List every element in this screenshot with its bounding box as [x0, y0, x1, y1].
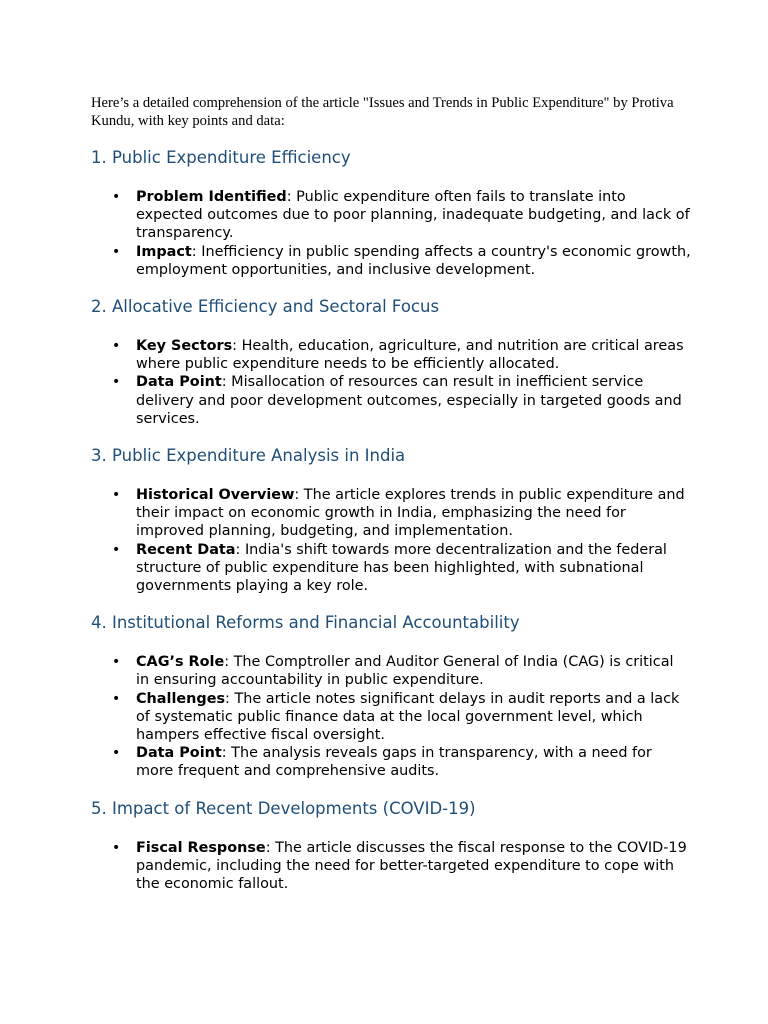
bullet-text: : The article notes significant delays in audit reports and a lack of systematic public finance data at the local government level, which hampers effective fiscal oversight.	[136, 690, 680, 744]
bullet-item	[112, 373, 691, 428]
bullet-item	[112, 839, 691, 894]
bullet-text: : India's shift towards more decentralization and the federal structure of public expenditure has been highlighted, with subnational governments playing a key role.	[136, 541, 667, 595]
bullet-icon: •	[112, 654, 121, 671]
bullet-term: Impact	[136, 243, 192, 260]
bullet-icon: •	[112, 839, 121, 856]
section-heading: 5. Impact of Recent Developments (COVID-19)	[91, 798, 476, 818]
section-heading: 4. Institutional Reforms and Financial Accountability	[91, 613, 520, 633]
bullet-icon: •	[112, 541, 121, 558]
bullet-list	[91, 486, 691, 595]
bullet-icon: •	[112, 487, 121, 504]
bullet-icon: •	[112, 745, 121, 762]
bullet-term: Challenges	[136, 690, 226, 707]
intro-paragraph: Here’s a detailed comprehension of the article "Issues and Trends in Public Expenditure" by Protiva Kundu, with key points and data:	[91, 95, 674, 129]
document-content	[91, 94, 691, 911]
section-heading: 2. Allocative Efficiency and Sectoral Focus	[91, 297, 440, 317]
bullet-text: : Public expenditure often fails to translate into expected outcomes due to poor planning, inadequate budgeting, and lack of transparency.	[136, 189, 690, 242]
bullet-term: CAG’s Role	[136, 654, 225, 671]
bullet-list	[91, 188, 691, 279]
bullet-text: : The Comptroller and Auditor General of India (CAG) is critical in ensuring accountability in public expenditure.	[136, 654, 674, 689]
bullet-term: Key Sectors	[136, 338, 233, 355]
bullet-icon: •	[112, 690, 121, 707]
bullet-icon: •	[112, 243, 121, 260]
bullet-term: Historical Overview	[136, 487, 295, 504]
bullet-text: : Misallocation of resources can result in inefficient service delivery and poor development outcomes, especially in targeted goods and services.	[136, 374, 682, 427]
bullet-list	[91, 839, 691, 894]
bullet-icon: •	[112, 338, 121, 355]
bullet-text: : The article discusses the fiscal response to the COVID-19 pandemic, including the need for better-targeted expenditure to cope with the economic fallout.	[136, 839, 687, 893]
bullet-item	[112, 690, 691, 745]
bullet-item	[112, 188, 691, 243]
section-heading: 1. Public Expenditure Efficiency	[91, 148, 351, 167]
bullet-item	[112, 541, 691, 596]
bullet-icon: •	[112, 189, 121, 205]
bullet-list	[91, 653, 691, 780]
bullet-term: Problem Identified	[136, 189, 287, 205]
bullet-term: Fiscal Response	[136, 839, 266, 856]
bullet-term: Data Point	[136, 374, 222, 391]
bullet-item	[112, 653, 691, 689]
bullet-item	[112, 486, 691, 541]
bullet-text: : The analysis reveals gaps in transparency, with a need for more frequent and comprehensive audits.	[136, 745, 652, 780]
bullet-list	[91, 337, 691, 428]
bullet-item	[112, 744, 691, 780]
bullet-term: Recent Data	[136, 541, 236, 558]
bullet-item	[112, 243, 691, 279]
bullet-text: : Health, education, agriculture, and nutrition are critical areas where public expenditure needs to be efficiently allocated.	[136, 338, 684, 373]
bullet-item	[112, 337, 691, 373]
bullet-text: : Inefficiency in public spending affects a country's economic growth, employment opportunities, and inclusive development.	[136, 243, 691, 278]
bullet-term: Data Point	[136, 745, 222, 762]
section-heading: 3. Public Expenditure Analysis in India	[91, 446, 406, 466]
bullet-text: : The article explores trends in public expenditure and their impact on economic growth in India, emphasizing the need for improved planning, budgeting, and implementation.	[136, 487, 685, 540]
bullet-icon: •	[112, 374, 121, 391]
